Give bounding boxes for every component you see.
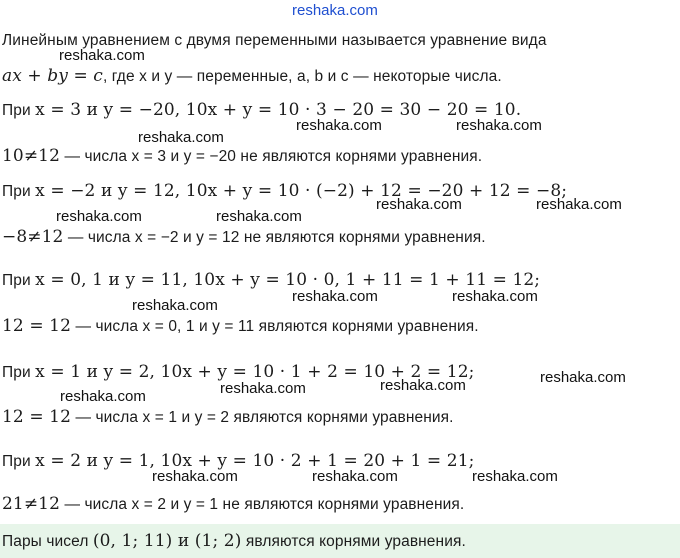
conclusion-prefix: Пары чисел [2,533,89,550]
conclusion-suffix: являются корнями уравнения. [245,533,466,550]
check-2-head: При [2,183,31,200]
conclusion-box [0,524,680,558]
check-4-result-eq: 12 = 12 [2,407,72,427]
check-4-result-text: — числа x = 1 и y = 2 являются корнями уравнения. [75,409,454,426]
watermark: reshaka.com [138,129,224,146]
definition-line-1: Линейным уравнением с двумя переменными называется уравнение вида [2,32,547,49]
watermark: reshaka.com [472,468,558,485]
check-4-head: При [2,364,31,381]
check-5-result-eq: 21≠12 [2,494,61,514]
watermark: reshaka.com [60,388,146,405]
check-2-calc: x = −2 и y = 12, 10x + y = 10 · (−2) + 12 = −20 + 12 = −8; [35,181,568,201]
watermark: reshaka.com [296,117,382,134]
watermark: reshaka.com [220,380,306,397]
check-3-result-text: — числа x = 0, 1 и y = 11 являются корнями уравнения. [75,318,479,335]
check-4-calc: x = 1 и y = 2, 10x + y = 10 · 1 + 2 = 10 + 2 = 12; [35,362,475,382]
definition-rest: , где x и y — переменные, a, b и c — некоторые числа. [102,68,502,85]
general-equation-formula: ax + by = c [2,66,103,86]
site-watermark-top: reshaka.com [292,2,378,19]
check-2-result-eq: −8≠12 [2,227,64,247]
conclusion-line [2,531,466,551]
check-5-head: При [2,453,31,470]
check-5-calculation [2,451,474,471]
definition-line-2 [2,66,502,86]
check-5-result [2,494,464,514]
watermark: reshaka.com [312,468,398,485]
watermark: reshaka.com [132,297,218,314]
watermark: reshaka.com [380,377,466,394]
check-3-calc: x = 0, 1 и y = 11, 10x + y = 10 · 0, 1 + 11 = 1 + 11 = 12; [35,270,541,290]
watermark: reshaka.com [456,117,542,134]
check-1-result-eq: 10≠12 [2,146,61,166]
watermark: reshaka.com [216,208,302,225]
watermark: reshaka.com [536,196,622,213]
check-3-result-eq: 12 = 12 [2,316,72,336]
check-1-result-text: — числа x = 3 и y = −20 не являются корнями уравнения. [64,148,483,165]
check-2-result-text: — числа x = −2 и y = 12 не являются корнями уравнения. [67,229,486,246]
check-2-result [2,227,486,247]
watermark: reshaka.com [540,369,626,386]
watermark: reshaka.com [152,468,238,485]
check-1-calc: x = 3 и y = −20, 10x + y = 10 · 3 − 20 = 30 − 20 = 10. [35,100,522,120]
check-5-result-text: — числа x = 2 и y = 1 не являются корнями уравнения. [64,496,465,513]
watermark: reshaka.com [452,288,538,305]
check-1-head: При [2,102,31,119]
watermark: reshaka.com [56,208,142,225]
watermark: reshaka.com [59,47,145,64]
check-1-calculation [2,100,521,120]
watermark: reshaka.com [292,288,378,305]
check-1-result [2,146,482,166]
watermark: reshaka.com [376,196,462,213]
check-3-head: При [2,272,31,289]
check-2-calculation [2,181,567,201]
check-3-result [2,316,479,336]
check-3-calculation [2,270,540,290]
check-4-result [2,407,454,427]
check-5-calc: x = 2 и y = 1, 10x + y = 10 · 2 + 1 = 20 + 1 = 21; [35,451,475,471]
conclusion-pairs: (0, 1; 11) и (1; 2) [92,531,242,551]
